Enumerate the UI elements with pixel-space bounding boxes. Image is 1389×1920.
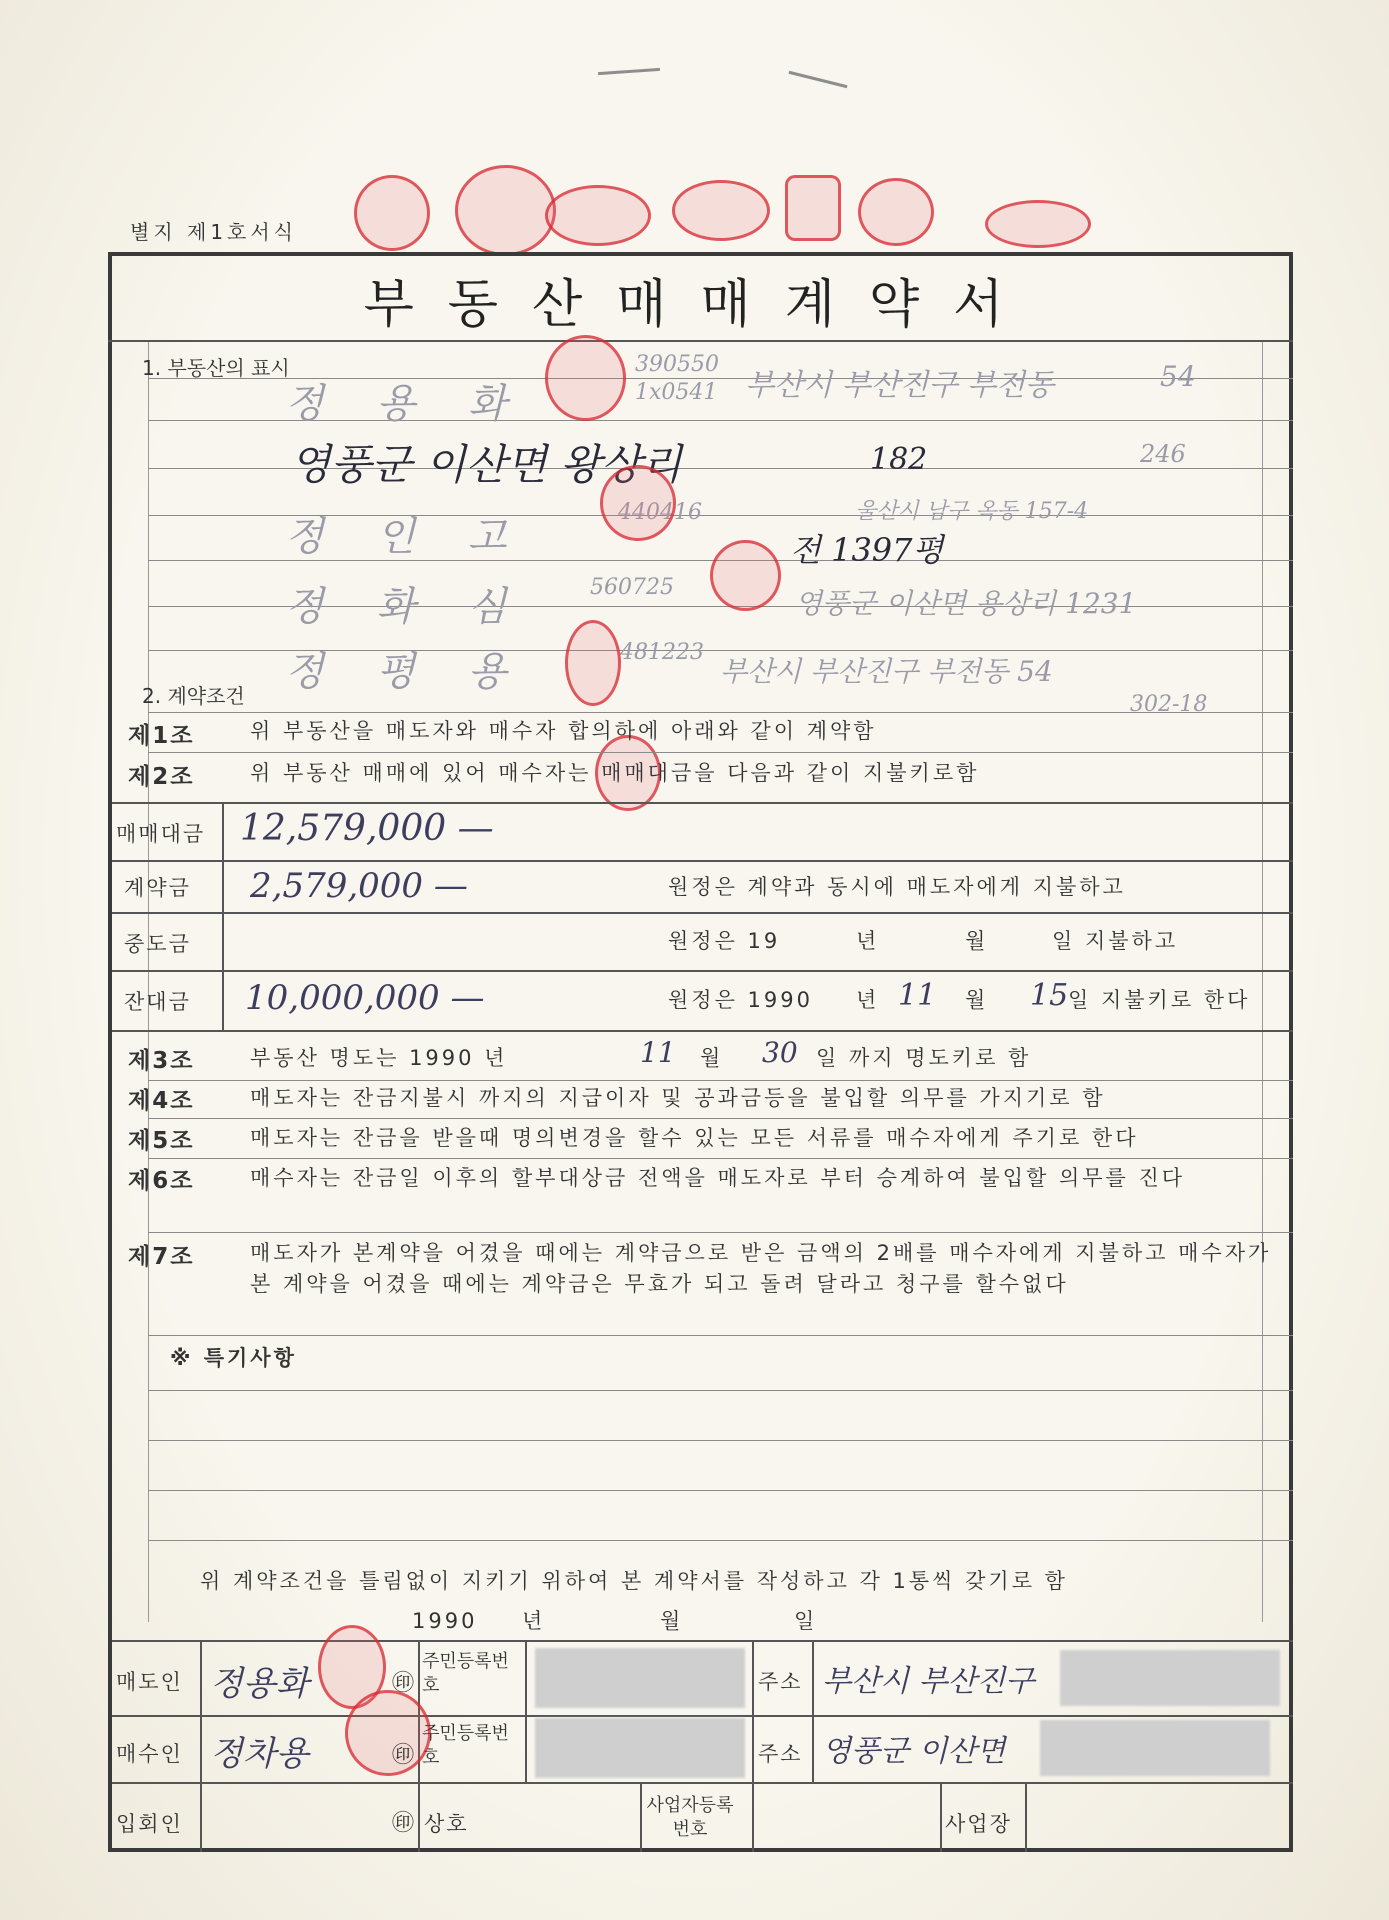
article-4-text: 매도자는 잔금지불시 까지의 지급이자 및 공과금등을 불입할 의무를 가지기로 함 — [250, 1086, 1106, 1110]
seal-stamp-11 — [565, 620, 621, 706]
hw-row1-number: 390550 — [635, 352, 719, 377]
buyer-name: 정차용 — [210, 1734, 309, 1774]
seal-stamp-9 — [600, 465, 676, 541]
party-divider — [940, 1782, 942, 1852]
seal-stamp-3 — [545, 185, 651, 246]
hw-row1-id: 1x0541 — [635, 380, 718, 405]
middle-text-year: 년 — [856, 929, 880, 953]
article-5-head: 제5조 — [128, 1128, 195, 1154]
balance-value: 10,000,000 — — [245, 978, 485, 1018]
buyer-rrn-label: 주민등록번호 — [422, 1723, 509, 1768]
seller-address: 부산시 부산진구 — [822, 1664, 1035, 1699]
deposit-text: 원정은 계약과 동시에 매도자에게 지불하고 — [668, 875, 1126, 899]
sale-price-label: 매매대금 — [116, 822, 206, 846]
article-1-text: 위 부동산을 매도자와 매수자 합의하에 아래와 같이 계약함 — [250, 719, 877, 743]
seal-stamp-5 — [785, 175, 841, 241]
section1-label: 1. 부동산의 표시 — [142, 356, 290, 380]
rule-line — [148, 1335, 1293, 1336]
seal-stamp-2 — [455, 165, 556, 256]
seal-stamp-6 — [858, 178, 934, 246]
amount-rule — [112, 860, 1293, 862]
trade-name-label: 상호 — [424, 1812, 469, 1836]
balance-month: 11 — [898, 978, 937, 1013]
article-4-head: 제4조 — [128, 1088, 195, 1114]
rule-line — [148, 1080, 1293, 1081]
rule-line — [148, 1232, 1293, 1233]
party-divider — [525, 1640, 527, 1782]
document-title: 부동산매매계약서 — [363, 275, 1038, 335]
seller-label: 매도인 — [116, 1670, 183, 1694]
balance-day: 15 — [1030, 978, 1069, 1013]
middle-text-month: 월 — [965, 929, 989, 953]
hw-row4-address: 영풍군 이산면 용상리 1231 — [795, 587, 1137, 620]
section2-label: 2. 계약조건 — [142, 684, 245, 708]
witness-label: 입회인 — [116, 1812, 183, 1836]
article-7-head: 제7조 — [128, 1244, 195, 1270]
middle-text-prefix: 원정은 19 — [668, 929, 781, 953]
biz-reg-label: 사업자등록번호 — [646, 1795, 734, 1840]
seal-stamp-7 — [985, 200, 1091, 248]
hw-row5-name: 정 평 용 — [285, 649, 527, 695]
buyer-label: 매수인 — [116, 1742, 183, 1766]
deposit-value: 2,579,000 — — [250, 866, 468, 906]
article-2-head: 제2조 — [128, 764, 195, 790]
closing-date-day-label: 일 — [794, 1609, 818, 1633]
deposit-label: 계약금 — [124, 876, 191, 900]
hw-row2-extra: 246 — [1140, 440, 1186, 468]
balance-text-month: 월 — [965, 988, 989, 1012]
hw-lot-number: 182 — [870, 442, 928, 477]
article-3-text-b: 월 — [700, 1046, 724, 1070]
hw-row5-address: 부산시 부산진구 부전동 54 — [720, 655, 1053, 688]
party-divider — [1025, 1782, 1027, 1852]
balance-text-end: 일 지불키로 한다 — [1068, 988, 1251, 1012]
seal-stamp-10 — [710, 540, 781, 611]
seller-address-redacted — [1060, 1650, 1280, 1706]
party-divider — [640, 1782, 642, 1852]
closing-date-year: 1990 — [412, 1609, 478, 1633]
buyer-seal — [345, 1690, 431, 1776]
rule-line — [148, 1390, 1293, 1391]
amount-rule — [112, 802, 1293, 804]
hw-row5-number: 481223 — [620, 640, 704, 665]
article-3-day: 30 — [762, 1036, 798, 1069]
buyer-address-redacted — [1040, 1720, 1270, 1776]
special-terms-label: ※ 특기사항 — [170, 1346, 297, 1370]
hw-row1-extra: 54 — [1160, 360, 1196, 393]
biz-place-label: 사업장 — [945, 1812, 1012, 1836]
amount-rule — [112, 912, 1293, 914]
seal-stamp-1 — [354, 175, 430, 251]
hw-area: 전 1397평 — [790, 531, 944, 569]
buyer-seal-mark: ㊞ — [392, 1743, 415, 1768]
article-6-head: 제6조 — [128, 1168, 195, 1194]
rule-line — [148, 752, 1293, 753]
seal-stamp-4 — [672, 180, 770, 241]
seller-rrn-label: 주민등록번호 — [422, 1651, 509, 1696]
article-2-text: 위 부동산 매매에 있어 매수자는 매매대금을 다음과 같이 지불키로함 — [250, 761, 980, 785]
hw-row3-number: 440416 — [618, 500, 702, 525]
form-id: 별지 제1호서식 — [130, 220, 298, 244]
seller-name: 정용화 — [210, 1664, 309, 1704]
article-3-text-a: 부동산 명도는 1990 년 — [250, 1046, 508, 1070]
party-rule — [112, 1715, 1293, 1717]
witness-seal-mark: ㊞ — [392, 1811, 415, 1836]
middle-text-end: 일 지불하고 — [1052, 929, 1179, 953]
balance-label: 잔대금 — [124, 990, 191, 1014]
amount-rule — [112, 970, 1293, 972]
rule-line — [148, 1440, 1293, 1441]
party-divider — [812, 1640, 814, 1782]
hw-row3-name: 정 인 고 — [285, 514, 527, 560]
party-divider — [200, 1640, 202, 1852]
buyer-rrn-redacted — [535, 1718, 745, 1778]
middle-label: 중도금 — [124, 932, 191, 956]
seller-seal-mark: ㊞ — [392, 1671, 415, 1696]
ruled-margin-right — [1262, 342, 1263, 1622]
rule-line — [148, 1118, 1293, 1119]
amount-rule — [112, 1030, 1293, 1032]
article-5-text: 매도자는 잔금을 받을때 명의변경을 할수 있는 모든 서류를 매수자에게 주기로 한다 — [250, 1126, 1139, 1150]
seller-rrn-redacted — [535, 1648, 745, 1708]
buyer-address-label: 주소 — [758, 1742, 803, 1766]
article-3-head: 제3조 — [128, 1048, 195, 1074]
buyer-address: 영풍군 이산면 — [822, 1734, 1006, 1769]
balance-text-year: 년 — [856, 988, 880, 1012]
party-divider — [752, 1640, 754, 1852]
rule-line — [148, 1540, 1293, 1541]
closing-date-year-label: 년 — [522, 1609, 546, 1633]
seal-stamp-8 — [545, 335, 626, 421]
hw-row1-name: 정 용 화 — [285, 381, 527, 427]
party-rule — [112, 1782, 1293, 1784]
hw-row4-number: 560725 — [590, 575, 674, 600]
hw-row1-address: 부산시 부산진구 부전동 — [745, 368, 1054, 403]
hw-row3-address: 울산시 남구 옥동 157-4 — [855, 499, 1089, 524]
rule-line — [148, 1490, 1293, 1491]
article-3-text-c: 일 까지 명도키로 함 — [816, 1046, 1032, 1070]
rule-line — [148, 712, 1293, 713]
article-1-head: 제1조 — [128, 723, 195, 749]
hw-location: 영풍군 이산면 왕상리 — [290, 440, 682, 489]
closing-statement: 위 계약조건을 틀림없이 지키기 위하여 본 계약서를 작성하고 각 1통씩 갖기로 함 — [200, 1569, 1068, 1593]
article-7-text: 매도자가 본계약을 어겼을 때에는 계약금으로 받은 금액의 2배를 매수자에게 지불하고 매수자가 본 계약을 어겼을 때에는 계약금은 무효가 되고 돌려 달라고 청구를 할수없다 — [250, 1241, 1272, 1296]
closing-date-month-label: 월 — [660, 1609, 684, 1633]
sale-price-value: 12,579,000 — — [240, 808, 494, 849]
rule-line — [148, 1158, 1293, 1159]
party-rule — [112, 1640, 1293, 1642]
hw-row4-name: 정 화 심 — [285, 584, 527, 630]
article-6-text: 매수자는 잔금일 이후의 할부대상금 전액을 매도자로 부터 승계하여 불입할 의무를 진다 — [250, 1166, 1186, 1190]
amount-label-divider — [222, 802, 224, 1030]
ruled-margin-left — [148, 342, 149, 1622]
hw-row5-extra: 302-18 — [1130, 692, 1208, 717]
balance-text-prefix: 원정은 1990 — [668, 988, 813, 1012]
seller-address-label: 주소 — [758, 1670, 803, 1694]
article-3-month: 11 — [640, 1036, 676, 1069]
